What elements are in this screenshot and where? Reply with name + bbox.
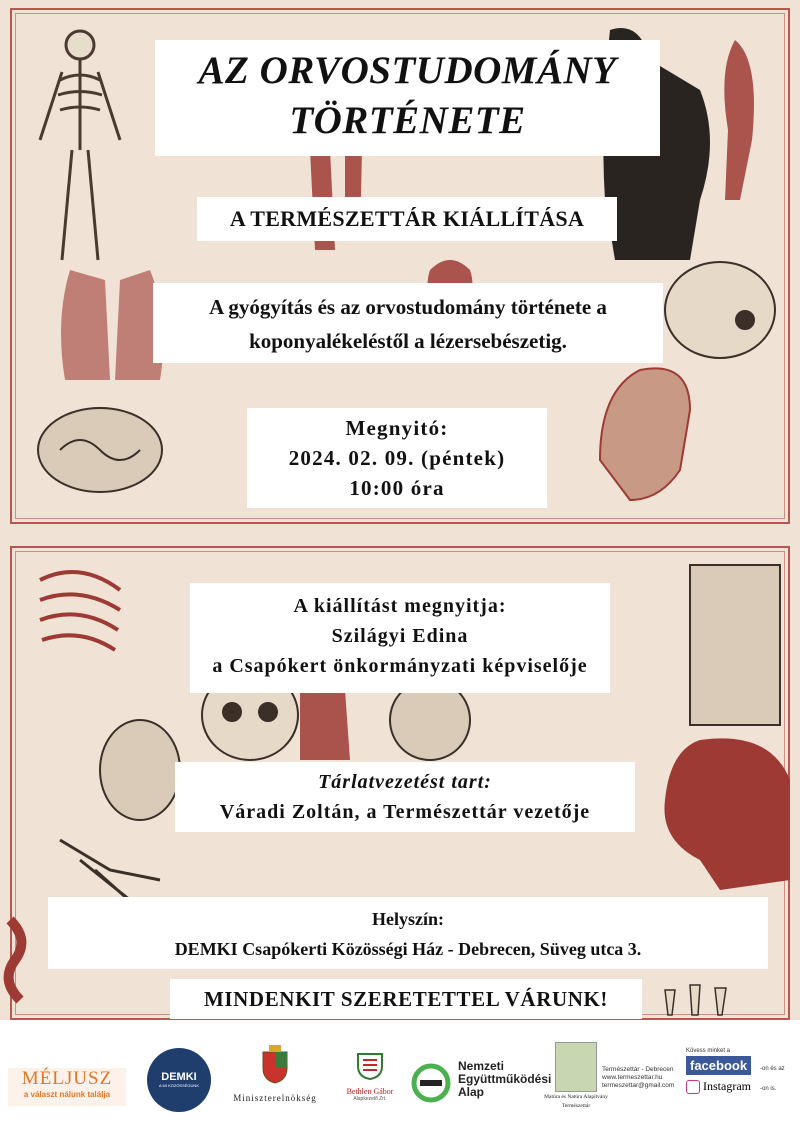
venue-label: Helyszín:	[372, 909, 444, 929]
natura-line-2: Természettár	[561, 1103, 591, 1109]
opening-info	[247, 408, 547, 508]
demki-name: DEMKI	[161, 1071, 197, 1083]
opening-date: 2024. 02. 09. (péntek)	[288, 446, 506, 470]
lungs-illustration	[61, 270, 163, 380]
muscle-arm-illustration	[724, 40, 754, 200]
contact-email: termeszettar@gmail.com	[602, 1082, 675, 1089]
nea-line-2: Együttműködési	[458, 1072, 552, 1086]
instagram-suffix: -on is.	[760, 1086, 777, 1092]
opening-time: 10:00 óra	[349, 476, 445, 500]
nea-line-3: Alap	[458, 1085, 485, 1099]
title-line-2: TÖRTÉNETE	[289, 99, 526, 142]
bethlen-sub: Alapkezelő Zrt.	[353, 1096, 387, 1102]
opener-info	[190, 583, 610, 693]
teeth-illustration	[665, 985, 726, 1015]
meljusz-logo	[8, 1068, 126, 1106]
contact-info	[602, 1066, 682, 1090]
instagram-label: Instagram	[703, 1079, 751, 1093]
exhibition-description	[153, 283, 663, 363]
demki-tagline: A MI KÖZÖSSÉGÜNK	[158, 1083, 199, 1088]
opener-label: A kiállítást megnyitja:	[293, 595, 507, 617]
abdomen-illustration	[690, 565, 780, 725]
head-anatomy-illustration	[600, 368, 690, 500]
venue-info	[48, 897, 768, 969]
red-head-silhouette-illustration	[664, 738, 790, 890]
description-line-2: koponyalékeléstől a lézersebészetig.	[249, 329, 567, 353]
contact-line-1: Természettár - Debrecen	[602, 1066, 674, 1073]
meljusz-name: MÉLJUSZ	[21, 1068, 113, 1089]
meljusz-tagline: a választ nálunk találja	[23, 1090, 111, 1099]
guide-text: Váradi Zoltán, a Természettár vezetője	[219, 801, 591, 823]
intestine-illustration	[9, 920, 22, 1000]
ribcage-illustration	[40, 572, 120, 650]
natura-logo	[543, 1042, 609, 1126]
poster-title	[155, 40, 660, 156]
exhibition-subtitle: A TERMÉSZETTÁR KIÁLLÍTÁSA	[197, 197, 617, 241]
bethlen-emblem-icon	[355, 1050, 385, 1080]
opener-name: Szilágyi Edina	[331, 625, 469, 647]
welcome-banner: MINDENKIT SZERETETTEL VÁRUNK!	[170, 979, 642, 1019]
facebook-suffix: -on és az	[760, 1066, 785, 1072]
bethlen-name: Bethlen Gábor	[346, 1087, 394, 1096]
social-links	[686, 1048, 756, 1094]
nea-text	[458, 1060, 551, 1099]
skull-illustration	[665, 262, 775, 358]
natura-line-1: Matúra és Natúra Alapítvány	[544, 1094, 608, 1100]
instagram-icon	[686, 1080, 700, 1094]
coat-of-arms-icon	[260, 1044, 290, 1084]
bethlen-logo	[334, 1050, 406, 1110]
ministry-logo	[225, 1044, 325, 1124]
nea-logo	[410, 1059, 552, 1110]
natura-image	[555, 1042, 597, 1092]
follow-text: Kövess minket a	[686, 1048, 731, 1054]
instagram-link[interactable]	[686, 1079, 756, 1094]
brain-side-illustration	[100, 720, 180, 820]
facebook-link[interactable]: facebook	[686, 1056, 751, 1075]
nea-emblem-icon	[410, 1062, 452, 1104]
guide-label: Tárlatvezetést tart:	[318, 771, 492, 793]
demki-logo	[147, 1048, 211, 1112]
opener-role: a Csapókert önkormányzati képviselője	[212, 655, 588, 677]
title-line-1: AZ ORVOSTUDOMÁNY	[198, 49, 617, 92]
nea-line-1: Nemzeti	[458, 1059, 505, 1073]
opening-label: Megnyitó:	[345, 416, 449, 440]
venue-text: DEMKI Csapókerti Közösségi Ház - Debrecen, Süveg utca 3.	[174, 939, 642, 959]
skeleton-illustration	[40, 31, 120, 260]
ministry-label: Miniszterelnökség	[233, 1093, 317, 1103]
sponsor-logos	[0, 1020, 800, 1131]
guide-info	[175, 762, 635, 832]
description-line-1: A gyógyítás és az orvostudomány története a	[209, 295, 607, 319]
contact-website: www.termeszettar.hu	[602, 1074, 663, 1081]
brain-illustration	[38, 408, 162, 492]
